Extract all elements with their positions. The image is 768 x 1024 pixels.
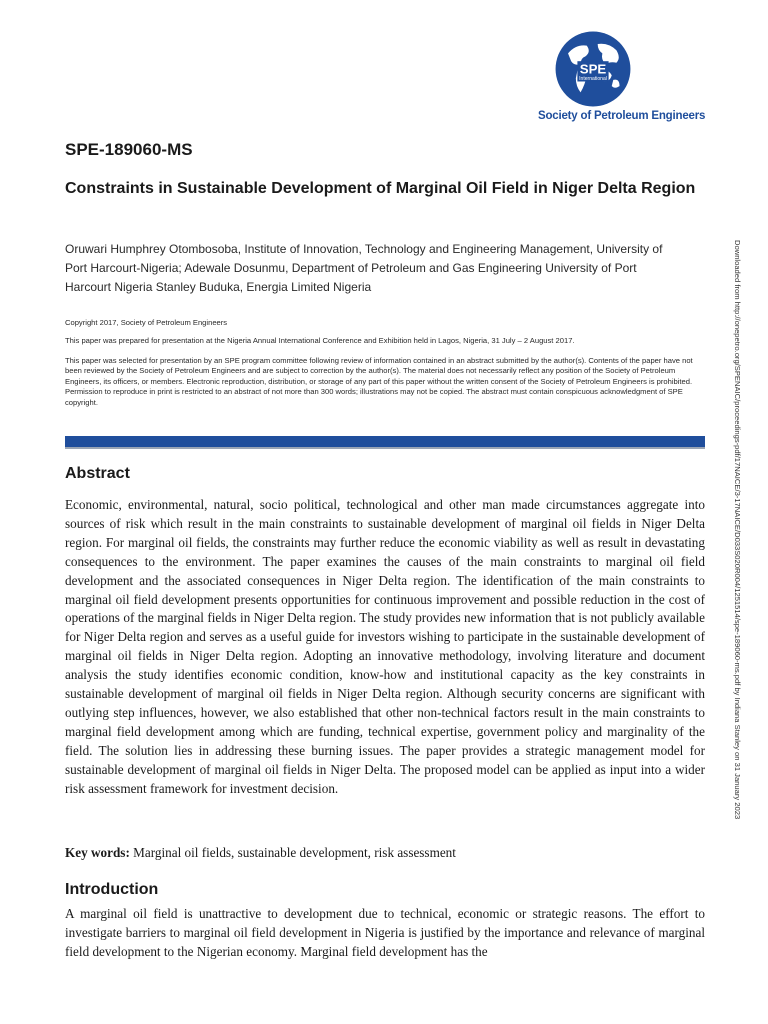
keywords-line	[65, 845, 705, 861]
spe-logo	[538, 30, 708, 128]
keywords-label: Key words:	[65, 845, 130, 860]
introduction-body: A marginal oil field is unattractive to development due to technical, economic or strategic reasons. The effort to investigate barriers to marginal oil field development in Nigeria is justified by the importance and relevance of marginal field development to the Nigerian economy. Marginal field development has the	[65, 906, 705, 959]
abstract-heading: Abstract	[65, 465, 130, 482]
presentation-notice: This paper was prepared for presentation at the Nigeria Annual International Conference and Exhibition held in Lagos, Nigeria, 31 July – 2 August 2017.	[65, 336, 575, 345]
society-name: Society of Petroleum Engineers	[538, 110, 706, 122]
header-divider	[65, 436, 705, 449]
globe-icon	[554, 30, 632, 108]
paper-id: SPE-189060-MS	[65, 140, 193, 159]
introduction-heading: Introduction	[65, 881, 159, 898]
globe-label-bottom: International	[579, 75, 607, 82]
paper-title: Constraints in Sustainable Development of Marginal Oil Field in Niger Delta Region	[65, 180, 696, 197]
author-affiliations: Oruwari Humphrey Otombosoba, Institute of Innovation, Technology and Engineering Management, University of Port Harcourt-Nigeria; Adewale Dosunmu, Department of Petroleum and Gas Engineering University of Port Harcourt Nigeria Stanley Buduka, Energia Limited Nigeria	[65, 242, 663, 294]
copyright-notice: Copyright 2017, Society of Petroleum Engineers	[65, 318, 228, 327]
download-watermark: Downloaded from http://onepetro.org/SPENAIC/proceedings-pdf/17NAICE/3-17NAICE/D033S020R004/1251514/spe-189060-ms.pdf by Indiana Stanley on 31 January 2023	[733, 240, 742, 820]
abstract-body: Economic, environmental, natural, socio political, technological and other man made circumstances aggregate into sources of risk which result in the main constraints to sustainable development of marginal oil fields in Niger Delta region. For marginal oil fields, the constraints may further reduce the economic viability as well as result in devastating consequences to the environment. The paper examines the causes of the main constraints to marginal oil field development and the associated consequences in Niger Delta region. The identification of the main constraints to marginal oil field development presents opportunities for continuous improvement and possible reduction in the cost of operations of the marginal fields in Niger Delta region. The study provides new information that is not publicly available for Niger Delta region and serves as a useful guide for investors wishing to participate in the sustainable development of marginal oil fields in Niger Delta region. Adopting an innovative methodology, involving literature and document analysis the study identifies economic condition, know-how and institutional capacity as the key constraints in sustainable development of marginal oil fields in Niger Delta region. Although security concerns are significant with outlying step influences, however, we also established that other non-technical factors result in the main constraints to marginal field development among which are funding, technical expertise, government policy and marginality of the field. The solution lies in addressing these burning issues. The paper provides a strategic management model for sustainable development of marginal oil fields in Niger Delta. The proposed model can be applied as input into a wider risk assessment framework for investment decision.	[65, 497, 705, 796]
selection-notice: This paper was selected for presentation by an SPE program committee following review of information contained in an abstract submitted by the author(s). Contents of the paper have not been reviewed by the Society of Petroleum Engineers and are subject to correction by the author(s). The material does not necessarily reflect any position of the Society of Petroleum Engineers, its officers, or members. Electronic reproduction, distribution, or storage of any part of this paper without the written consent of the Society of Petroleum Engineers is prohibited. Permission to reproduce in print is restricted to an abstract of not more than 300 words; illustrations may not be copied. The abstract must contain conspicuous acknowledgment of SPE copyright.	[65, 356, 693, 407]
globe-label-top: SPE	[579, 61, 607, 77]
keywords-text: Marginal oil fields, sustainable development, risk assessment	[133, 845, 456, 860]
